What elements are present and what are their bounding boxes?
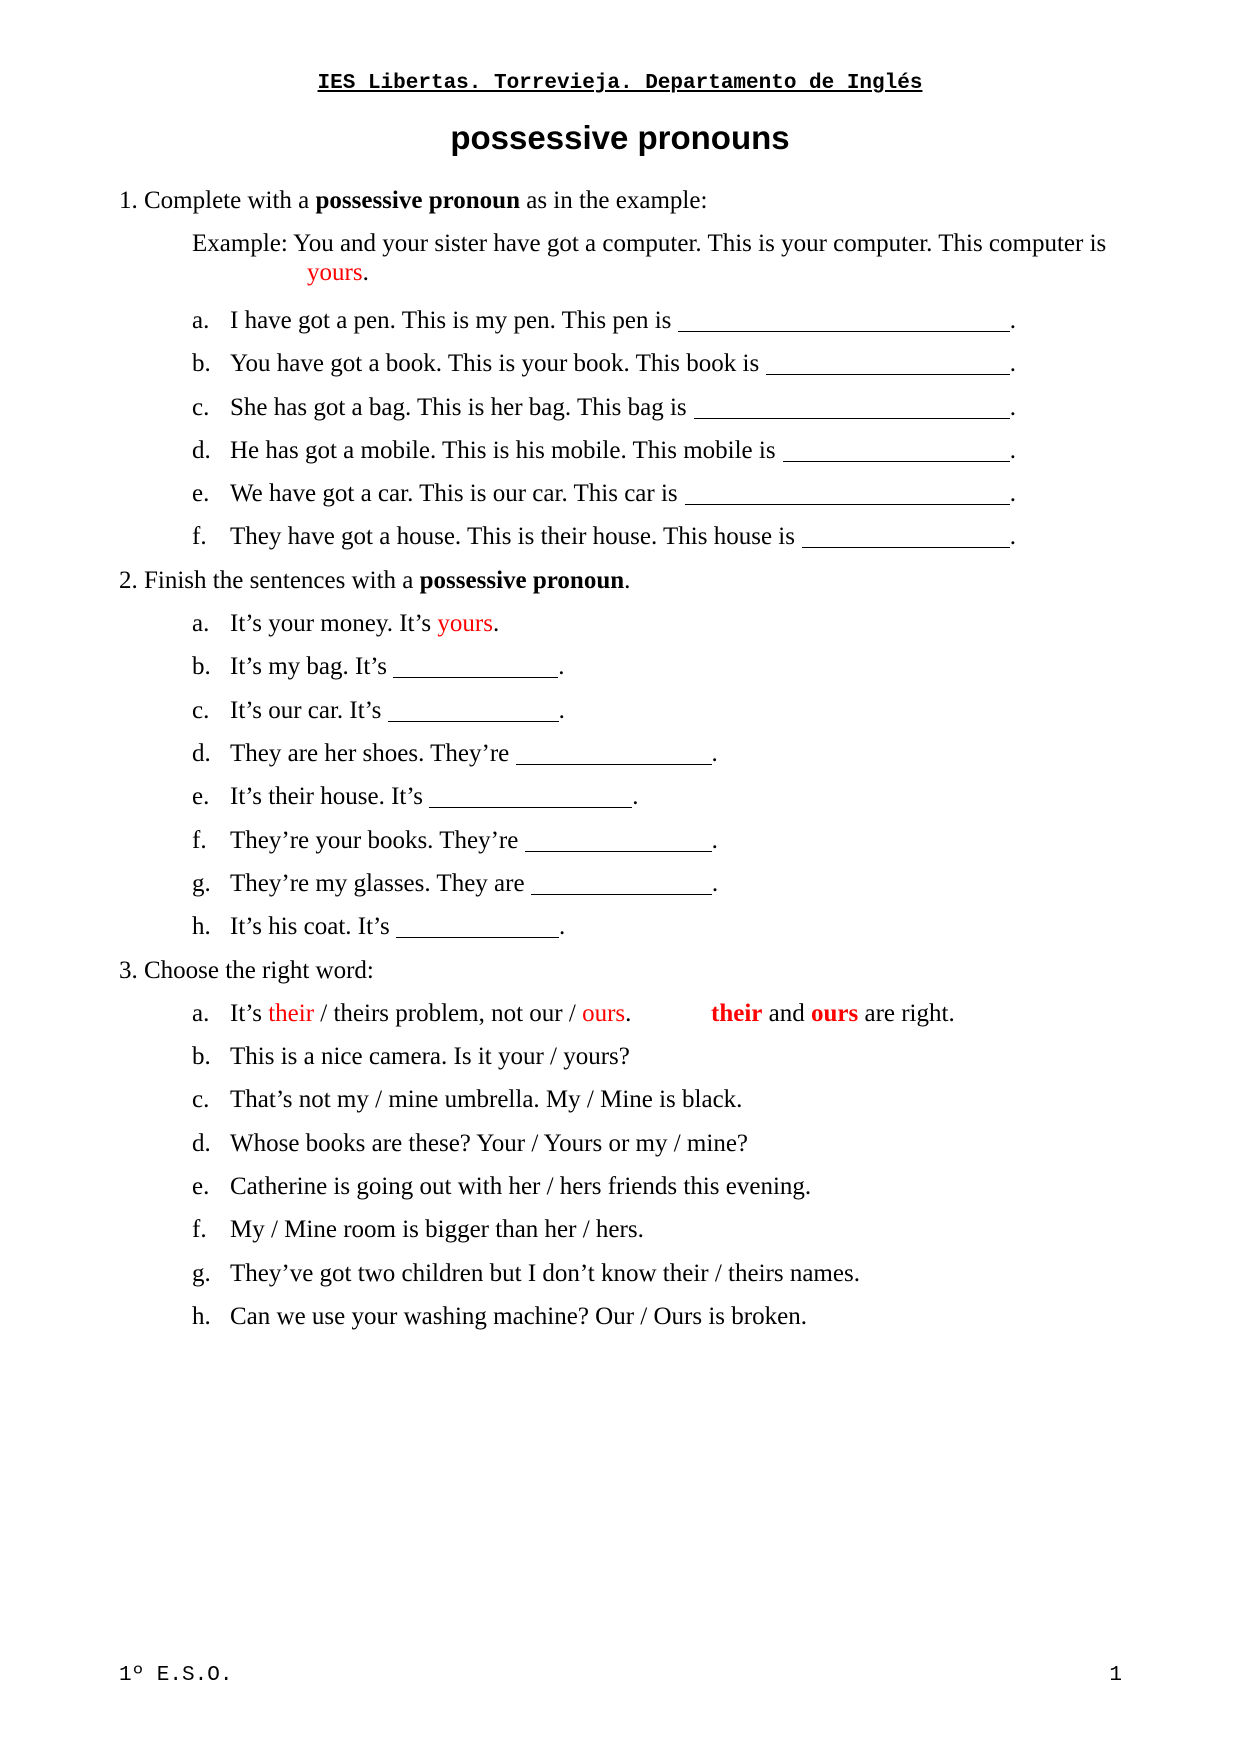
- item-end: .: [1009, 394, 1016, 421]
- item-letter: e.: [192, 1173, 210, 1200]
- item-sentence: [230, 696, 565, 726]
- item-letter: c.: [192, 1086, 210, 1113]
- item-sentence: That’s not my / mine umbrella. My / Mine is black.: [230, 1086, 743, 1113]
- item-end: .: [1009, 307, 1016, 334]
- instruction-keyword: possessive pronoun: [419, 567, 625, 594]
- answer-blank: [766, 374, 1010, 375]
- item-sentence: This is a nice camera. Is it your / yours?: [230, 1043, 630, 1070]
- exercise-number: 3.: [119, 957, 138, 984]
- exercise-1-instruction: [119, 186, 707, 216]
- item-sentence: Whose books are these? Your / Yours or my / mine?: [230, 1130, 749, 1157]
- item-letter: h.: [192, 1303, 211, 1330]
- example-line: [192, 229, 1106, 259]
- instruction-text: Choose the right word:: [144, 957, 374, 984]
- item-end: .: [1009, 350, 1016, 377]
- example-end: .: [362, 259, 369, 286]
- exercise-number: 2.: [119, 567, 138, 594]
- item-text: They are her shoes. They’re: [230, 740, 510, 767]
- item-letter: g.: [192, 1260, 211, 1287]
- item-letter: a.: [192, 1000, 210, 1027]
- item-answer: ours: [582, 1000, 626, 1027]
- example-answer: yours: [307, 259, 363, 286]
- item-letter: e.: [192, 783, 210, 810]
- item-letter: e.: [192, 480, 210, 507]
- item-end: .: [711, 827, 718, 854]
- item-sentence: [230, 782, 639, 812]
- item-sentence: They’ve got two children but I don’t know their / theirs names.: [230, 1260, 860, 1287]
- item-text: She has got a bag. This is her bag. This bag is: [230, 394, 687, 421]
- instruction-text: Finish the sentences with a: [144, 567, 414, 594]
- item-letter: c.: [192, 697, 210, 724]
- instruction-text: Complete with a: [144, 187, 310, 214]
- page-title: possessive pronouns: [450, 119, 790, 156]
- item-end: .: [558, 913, 566, 940]
- item-sentence: [230, 999, 631, 1029]
- instruction-keyword: possessive pronoun: [315, 187, 520, 214]
- item-letter: g.: [192, 870, 211, 897]
- answer-note: [711, 999, 955, 1029]
- item-text: It’s my bag. It’s: [230, 653, 387, 680]
- note-text: and: [768, 1000, 805, 1027]
- item-end: .: [558, 653, 565, 680]
- footer-page-number: 1: [1109, 1664, 1122, 1687]
- example-sentence: You and your sister have got a computer. This is your computer. This computer is: [293, 230, 1107, 257]
- item-end: .: [558, 697, 565, 724]
- item-text: They’re my glasses. They are: [230, 870, 525, 897]
- item-letter: b.: [192, 350, 211, 377]
- item-sentence: [230, 826, 718, 856]
- answer-blank: [694, 418, 1010, 419]
- item-sentence: [230, 479, 1016, 509]
- item-letter: f.: [192, 827, 207, 854]
- answer-blank: [531, 894, 712, 895]
- item-letter: d.: [192, 437, 211, 464]
- note-text: are right.: [864, 1000, 955, 1027]
- example-answer-line: [307, 258, 369, 288]
- item-letter: f.: [192, 1216, 207, 1243]
- note-answer: ours: [810, 1000, 859, 1027]
- answer-blank: [525, 851, 712, 852]
- answer-blank: [802, 547, 1010, 548]
- exercise-number: 1.: [119, 187, 138, 214]
- item-text: It’s our car. It’s: [230, 697, 382, 724]
- item-sentence: [230, 522, 1016, 552]
- item-text: It’s: [230, 1000, 262, 1027]
- answer-blank: [393, 677, 558, 678]
- item-text: It’s their house. It’s: [230, 783, 424, 810]
- item-sentence: [230, 436, 1016, 466]
- item-text: It’s his coat. It’s: [230, 913, 390, 940]
- item-letter: a.: [192, 610, 210, 637]
- item-text: It’s your money. It’s: [230, 610, 432, 637]
- item-text: He has got a mobile. This is his mobile. This mobile is: [230, 437, 776, 464]
- answer-blank: [388, 721, 559, 722]
- item-letter: d.: [192, 1130, 211, 1157]
- item-end: .: [492, 610, 500, 637]
- answer-blank: [685, 504, 1010, 505]
- item-letter: b.: [192, 1043, 211, 1070]
- item-sentence: [230, 393, 1016, 423]
- item-sentence: [230, 652, 564, 682]
- item-sentence: [230, 869, 718, 899]
- item-answer: yours: [437, 610, 493, 637]
- example-label: Example:: [192, 230, 288, 257]
- item-sentence: [230, 349, 1016, 379]
- item-letter: f.: [192, 523, 207, 550]
- instruction-text: .: [624, 567, 631, 594]
- item-text: You have got a book. This is your book. This book is: [230, 350, 760, 377]
- item-letter: a.: [192, 307, 210, 334]
- item-letter: b.: [192, 653, 211, 680]
- item-sentence: My / Mine room is bigger than her / hers.: [230, 1216, 644, 1243]
- answer-blank: [516, 764, 712, 765]
- answer-blank: [678, 331, 1009, 332]
- item-text: I have got a pen. This is my pen. This pen is: [230, 307, 672, 334]
- instruction-text: as in the example:: [526, 187, 708, 214]
- note-answer: their: [711, 1000, 763, 1027]
- item-text: We have got a car. This is our car. This car is: [230, 480, 678, 507]
- exercise-2-instruction: [119, 566, 630, 596]
- exercise-3-instruction: [119, 956, 374, 986]
- item-sentence: Can we use your washing machine? Our / Ours is broken.: [230, 1303, 807, 1330]
- item-text: They have got a house. This is their house. This house is: [230, 523, 795, 550]
- item-letter: d.: [192, 740, 211, 767]
- item-end: .: [1009, 480, 1016, 507]
- item-end: .: [711, 870, 719, 897]
- item-end: .: [1009, 523, 1016, 550]
- item-letter: c.: [192, 394, 210, 421]
- item-end: .: [1009, 437, 1016, 464]
- school-header: [0, 72, 1240, 96]
- item-sentence: [230, 306, 1016, 336]
- answer-blank: [396, 937, 559, 938]
- item-sentence: [230, 609, 499, 639]
- item-sentence: Catherine is going out with her / hers friends this evening.: [230, 1173, 812, 1200]
- item-text: / theirs problem, not our /: [320, 1000, 576, 1027]
- item-end: .: [711, 740, 718, 767]
- item-end: .: [632, 783, 639, 810]
- item-sentence: [230, 739, 718, 769]
- item-sentence: [230, 912, 565, 942]
- item-end: .: [625, 1000, 632, 1027]
- footer-course: 1º E.S.O.: [119, 1664, 233, 1687]
- item-letter: h.: [192, 913, 211, 940]
- answer-blank: [783, 461, 1010, 462]
- school-header-text: IES Libertas. Torrevieja. Departamento de Inglés: [317, 72, 923, 95]
- item-text: They’re your books. They’re: [230, 827, 519, 854]
- answer-blank: [429, 807, 632, 808]
- item-answer: their: [268, 1000, 315, 1027]
